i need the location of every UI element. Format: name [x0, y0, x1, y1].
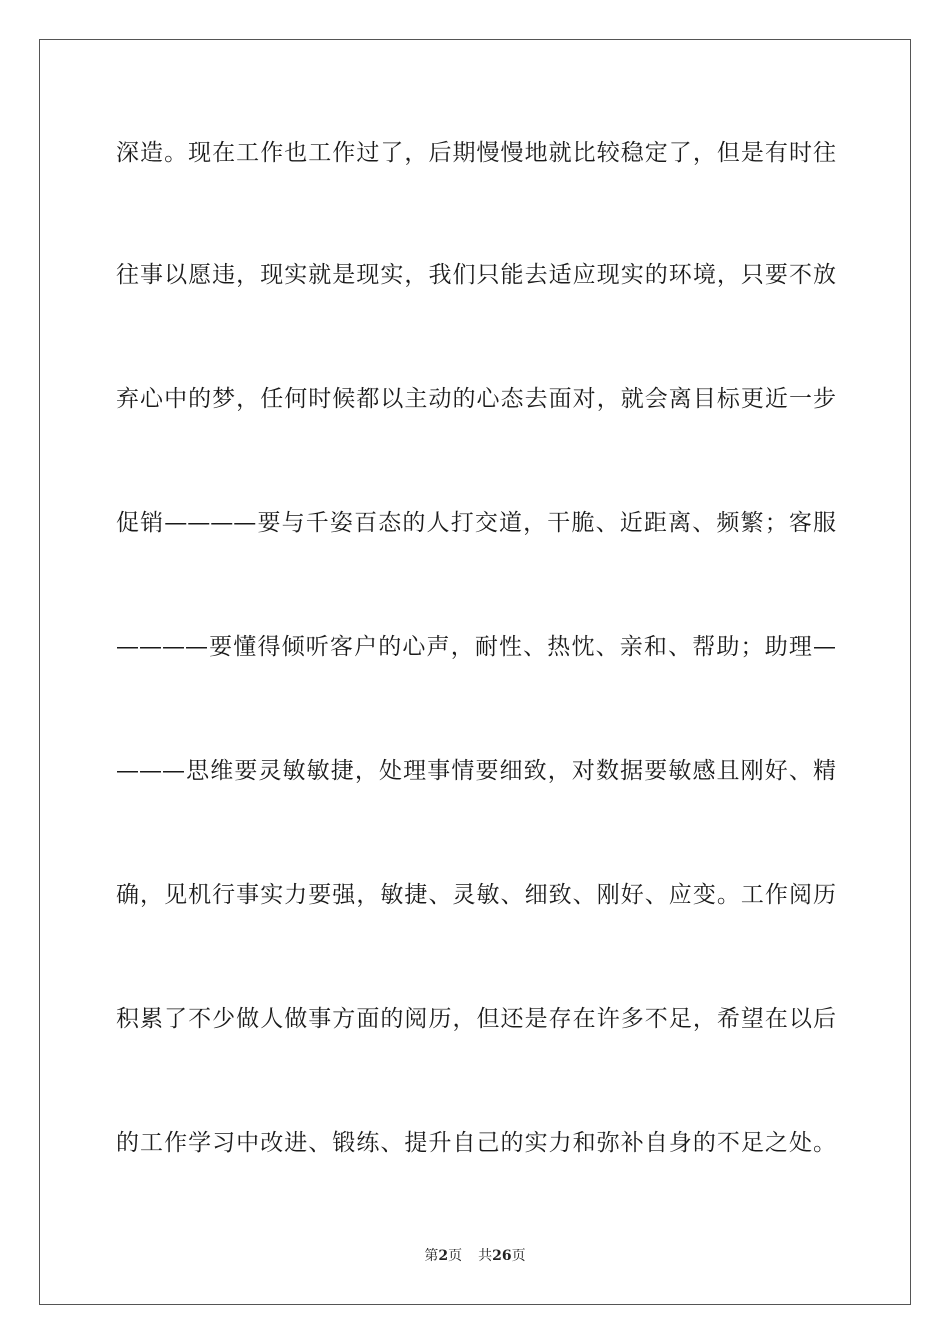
total-suffix: 页 [511, 1248, 526, 1264]
body-text-line-3: 弃心中的梦，任何时候都以主动的心态去面对，就会离目标更近一步 [116, 386, 836, 412]
body-text-line-9: 的工作学习中改进、锻练、提升自己的实力和弥补自身的不足之处。 [116, 1130, 836, 1156]
page-prefix: 第 [424, 1248, 439, 1264]
body-text-line-5: ————要懂得倾听客户的心声，耐性、热忱、亲和、帮助；助理— [116, 634, 836, 660]
body-text-line-1: 深造。现在工作也工作过了，后期慢慢地就比较稳定了，但是有时往 [116, 140, 836, 166]
body-text-line-8: 积累了不少做人做事方面的阅历，但还是存在许多不足，希望在以后 [116, 1006, 836, 1032]
total-prefix: 共 [478, 1248, 493, 1264]
page-footer [0, 1246, 950, 1266]
body-text-line-6: ———思维要灵敏敏捷，处理事情要细致，对数据要敏感且刚好、精 [116, 758, 836, 784]
page-number: 2 [438, 1248, 449, 1264]
body-text-line-2: 往事以愿违，现实就是现实，我们只能去适应现实的环境，只要不放 [116, 262, 836, 288]
total-pages: 26 [492, 1248, 512, 1264]
body-text-line-4: 促销————要与千姿百态的人打交道，干脆、近距离、频繁；客服 [116, 510, 836, 536]
page-border [39, 39, 911, 1305]
page-suffix: 页 [448, 1248, 463, 1264]
body-text-line-7: 确，见机行事实力要强，敏捷、灵敏、细致、刚好、应变。工作阅历 [116, 882, 836, 908]
